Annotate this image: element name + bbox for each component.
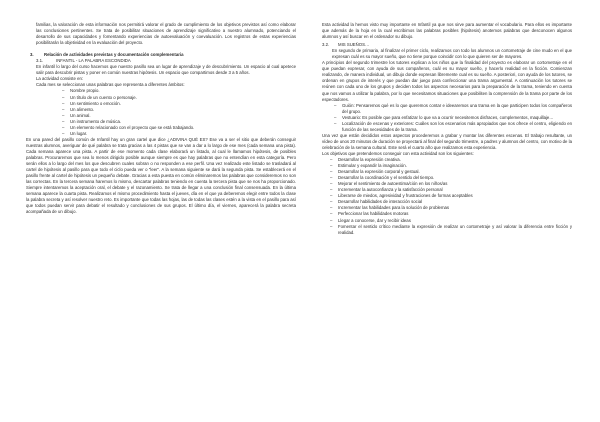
paragraph: La actividad consiste en: (36, 76, 84, 82)
subsection-title: MIS SUEÑOS… (338, 42, 370, 48)
list-item: – Liberarse de miedos, agresividad y frustraciones de formas aceptables (330, 193, 473, 199)
list-item: – Perfeccionar las habilidades motoras (330, 211, 409, 217)
objectives-list (322, 157, 572, 236)
list-item: – Estimular y expandir la imaginación. (330, 163, 407, 169)
right-column (322, 22, 572, 236)
paragraph: Los objetivos que pretendemos conseguir con esta actividad son los siguientes: (322, 150, 474, 156)
list-item: – Localización de escenas y exteriores: Cuáles son los escenarios más apropiados que nos ofrece el centro, eligiendo en función de las necesidades de la trama. (334, 120, 572, 132)
intro-paragraph: familias, la valoración de esta información nos permitirá valorar el grado de cumplimiento de los objetivos previstos así como elaborar las conclusiones pertinentes. Se trata de posibilitar situaciones de aprendizaje significativo a nuestro alumnado, potenciando el desarrollo de sus capacidades y fomentando experiencias de autoevaluación y coevaluación. Los registros de estas experiencias posibilitarán la objetividad en la evaluación del proyecto. (36, 22, 296, 46)
list-item: – Fomentar el sentido crítico mediante la expresión de realizar un cortometraje y así valorar la diferencia entre ficción y realidad. (330, 223, 572, 235)
list-item: – Un título de un cuento o personaje. (62, 94, 137, 100)
list-item: – Nombre propio. (62, 88, 100, 94)
paragraph: Esta actividad la hemos visto muy importante en Infantil ya que nos sirve para aumentar el vocabulario. Para ellos es importante que además de la hoja en la cual escribimos las palabras posibles (hipótesis) anotemos palabras que desconocen algunos alumnos y así buscar en el ordenador su dibujo. (322, 22, 572, 40)
list-item: – Guión: Pensaremos qué es lo que queremos contar e ideearemos una trama en la que participen todos los compañeros del grupo. (334, 102, 572, 114)
list-item: – Desarrollar la expresión creativa. (330, 157, 401, 163)
list-item: – Un lugar. (62, 130, 88, 136)
list-item: – Incrementar las habilidades para la solución de problemas (330, 205, 450, 211)
aspects-list (322, 103, 572, 133)
list-item: – Llegar a conocerse, dar y recibir ideas (330, 217, 411, 223)
left-column (26, 22, 296, 215)
subsection-number: 3.2. (322, 42, 330, 48)
list-item: – Un alimento. (62, 106, 95, 112)
section-number: 3. (30, 52, 34, 58)
section-title: Relación de actividades previstas y documentación complementaria (44, 52, 184, 58)
list-item: – Desarrollar la expresión corporal y gestual. (330, 169, 420, 175)
list-item: – Desarrollar habilidades de interacción social (330, 199, 423, 205)
list-item: – Un instrumento de música. (62, 118, 122, 124)
list-item: – Un sentimiento o emoción. (62, 100, 121, 106)
paragraph: Cada mes se seleccionan unas palabras que representa a diferentes ámbitos: (36, 82, 185, 88)
subsection-title: INFANTIL - LA PALABRA ESCONDIDA (56, 58, 131, 64)
list-item: – Un animal. (62, 112, 91, 118)
list-item: – Vestuario: Es posible que para enfatizar lo que va a ocurrir necesitemos disfraces, complementos, maquillaje… (334, 114, 554, 120)
list-item: – Incrementar la autoconfianza y la satisfacción personal (330, 187, 443, 193)
paragraph: En infantil lo largo del curso hacemos que nuestro pasillo sea un lugar de aprendizaje y de descubrimiento. Un espacio al cual apetece salir para descubrir pistas y poner en común nuestras hipótesis. Un espacio que compartimos desde 3 a 5 años. (36, 64, 296, 76)
paragraph: Una vez que están decididos estos aspectos procederemos a grabar y montar las diferentes escenas. El trabajo resultante, un vídeo de unos 20 minutos de duración se proyectará al final del segundo trimestre, a padres y alumnos del centro, con motivo de la celebración de la semana cultural. Este será el cuarto año que realizamos esta experiencia. (322, 132, 572, 150)
paragraph: A principios del segundo trimestre los tutores explican a los niños que la finalidad del proyecto es elaborar un cortometraje en el que puedan expresar, con ayuda de sus compañeros, cuál es su mayor sueño, y hacerlo realidad en la ficción. Comienzan realizando, de manera individual, un dibujo donde expresan libremente cual es su sueño. A posteriori, con ayuda de los tutores, se ordenan en grupos de interés y que puedan dar juego para confeccionar una trama argumental. A continuación los tutores se reúnen con cada uno de los grupos y deciden todos los aspectos necesarios para la preparación de la trama, teniendo en cuenta que nos vamos a utilizar la palabra, por lo que necesitamos situaciones que posibiliten la comprensión de la trama por parte de los espectadores. (322, 60, 572, 102)
category-list (26, 88, 296, 136)
list-item: – Un elemento relacionado con el proyecto que se está trabajando. (62, 124, 195, 130)
paragraph: En segundo de primaria, al finalizar el primer ciclo, realizamos con todo los alumnos un cortometraje de cine mudo en el que expresan cuál es su mayor sueño, que no tiene porque coincidir con lo que quieren ser de mayores. (332, 48, 572, 60)
paragraph: En una pared del pasillo común de Infantil hay un gran cartel que dice ¿ADIVINA QUÉ ES? Ese va a ser el sitio que deberán conseguir nuestras alumnos, averiguar de qué palabra se trata gracias a las 4 pistas que se van a dar a lo largo de ese mes (cada semana una pista). Cada semana aparece una pista. A partir de ese momento cada clase elaborará un listado, al cual le llamamos hipótesis, de posibles palabras. Procuraremos que sea lo menos dirigido posible aunque siempre es que hay palabras que no entendían en esta categoría. Pero serán ellos a lo largo del mes los que descubren cuales sobran o no responden a ese perfil. Una vez realizado este listado se trasladará al cartel de hipótesis al pasillo para que todo el ciclo pueda ver o “leer”. A la semana siguiente se dará la segunda pista. Se establecerá en el pasillo frente al cartel de hipótesis un pequeño debate. Gracias a esta puesta en común eliminaremos las palabras que consideremos no son las correctas. En la tercera semana haremos lo mismo, descartar palabras teniendo en cuenta la tercera pista que se nos ha proporcionado. Siempre intentaremos la aceptación oral, el debate y el razonamiento. Se trata de llegar a una conclusión final consensuada. En la última semana aparece la cuarta pista. Realizamos el mismo procedimiento hasta el jueves, día en el que ya deberemos elegir entre todos la clase la palabra secreta y así resolver nuestro reto. Es importante que todas las hojas, las de todas las clases estén a la vista en el pasillo para así que todos puedan servir para debatir el resultado y conclusiones de sus grupos. El último día, el viernes, aparecerá la palabra secreta acompañada de un dibujo. (26, 136, 296, 215)
subsection-number: 3.1. (36, 58, 44, 64)
list-item: – Desarrollar la coordinación y el sentido del tiempo. (330, 175, 435, 181)
list-item: – Mejorar el sentimiento de autoestima/ción en los niños/as (330, 181, 448, 187)
